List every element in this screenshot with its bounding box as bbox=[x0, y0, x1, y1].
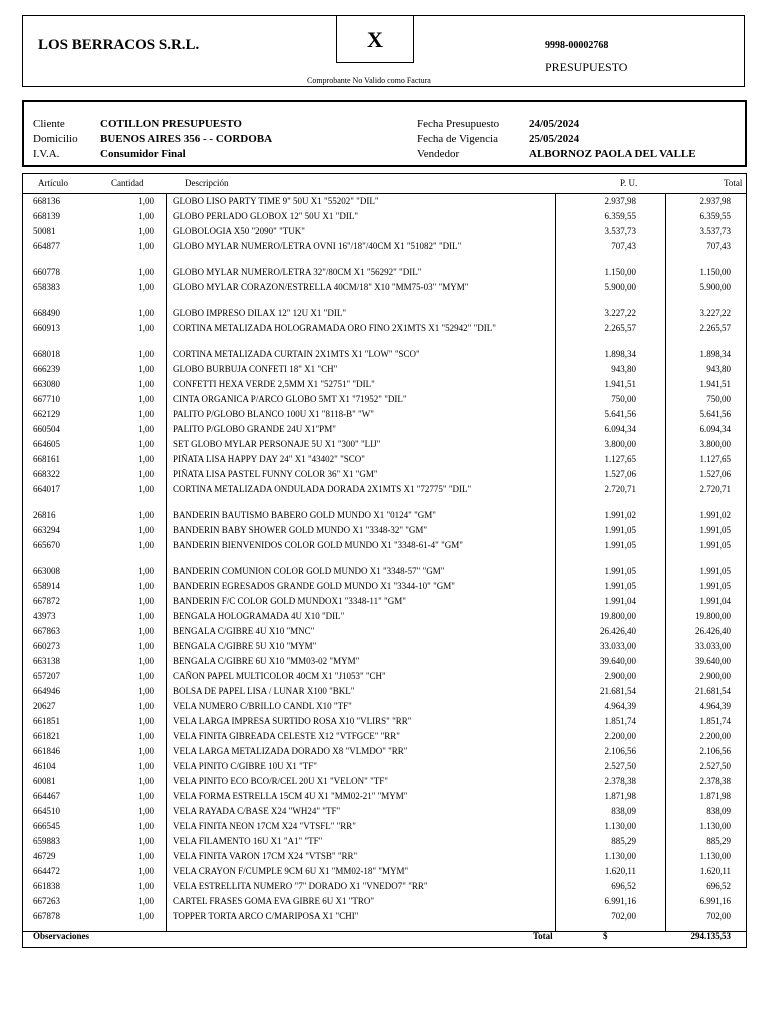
cell-pu: 26.426,40 bbox=[600, 626, 636, 636]
date-value: 24/05/2024 bbox=[529, 118, 580, 130]
cell-total: 943,80 bbox=[706, 364, 731, 374]
cell-descripcion: BANDERIN BIENVENIDOS COLOR GOLD MUNDO X1 "3348-61-4" "GM" bbox=[173, 540, 463, 550]
cell-articulo: 667263 bbox=[33, 896, 60, 906]
cell-descripcion: PIÑATA LISA PASTEL FUNNY COLOR 36" X1 "GM" bbox=[173, 469, 378, 479]
cell-articulo: 664946 bbox=[33, 686, 60, 696]
company-name: LOS BERRACOS S.R.L. bbox=[38, 37, 200, 53]
cell-descripcion: VELA FINITA NEON 17CM X24 "VTSFL" "RR" bbox=[173, 821, 356, 831]
cell-cantidad: 1,00 bbox=[138, 566, 154, 576]
cell-cantidad: 1,00 bbox=[138, 821, 154, 831]
cell-pu: 1.150,00 bbox=[604, 267, 636, 277]
cell-pu: 1.991,05 bbox=[604, 581, 636, 591]
cell-total: 4.964,39 bbox=[699, 701, 731, 711]
cell-pu: 696,52 bbox=[611, 881, 636, 891]
cell-articulo: 46729 bbox=[33, 851, 56, 861]
cell-cantidad: 1,00 bbox=[138, 911, 154, 921]
col-divider bbox=[166, 194, 167, 932]
client-label: Cliente bbox=[33, 118, 65, 130]
cell-total: 2.106,56 bbox=[699, 746, 731, 756]
date-label: Fecha Presupuesto bbox=[417, 118, 500, 130]
cell-cantidad: 1,00 bbox=[138, 267, 154, 277]
cell-pu: 6.094,34 bbox=[604, 424, 636, 434]
cell-descripcion: GLOBO PERLADO GLOBOX 12" 50U X1 "DIL" bbox=[173, 211, 359, 221]
cell-pu: 6.991,16 bbox=[604, 896, 636, 906]
cell-articulo: 664605 bbox=[33, 439, 60, 449]
cell-descripcion: PALITO P/GLOBO GRANDE 24U X1"PM" bbox=[173, 424, 336, 434]
cell-pu: 1.851,74 bbox=[604, 716, 636, 726]
cell-cantidad: 1,00 bbox=[138, 716, 154, 726]
cell-descripcion: CARTEL FRASES GOMA EVA GIBRE 6U X1 "TRO" bbox=[173, 896, 375, 906]
cell-total: 885,29 bbox=[706, 836, 731, 846]
cell-descripcion: GLOBO MYLAR CORAZON/ESTRELLA 40CM/18" X10 "MM75-03" "MYM" bbox=[173, 282, 469, 292]
cell-cantidad: 1,00 bbox=[138, 424, 154, 434]
cell-articulo: 50081 bbox=[33, 226, 56, 236]
cell-descripcion: BENGALA C/GIBRE 4U X10 "MNC" bbox=[173, 626, 315, 636]
cell-total: 6.991,16 bbox=[699, 896, 731, 906]
cell-cantidad: 1,00 bbox=[138, 851, 154, 861]
cell-articulo: 662129 bbox=[33, 409, 60, 419]
validity-label: Fecha de Vigencia bbox=[417, 133, 498, 145]
cell-descripcion: VELA FINITA GIBREADA CELESTE X12 "VTFGCE" "RR" bbox=[173, 731, 400, 741]
cell-descripcion: GLOBO LISO PARTY TIME 9" 50U X1 "55202" "DIL" bbox=[173, 196, 379, 206]
cell-descripcion: CORTINA METALIZADA ONDULADA DORADA 2X1MTS X1 "72775" "DIL" bbox=[173, 484, 472, 494]
cell-articulo: 664472 bbox=[33, 866, 60, 876]
cell-total: 2.900,00 bbox=[699, 671, 731, 681]
cell-articulo: 664510 bbox=[33, 806, 60, 816]
cell-cantidad: 1,00 bbox=[138, 791, 154, 801]
cell-cantidad: 1,00 bbox=[138, 746, 154, 756]
cell-cantidad: 1,00 bbox=[138, 596, 154, 606]
cell-pu: 1.991,05 bbox=[604, 540, 636, 550]
cell-pu: 4.964,39 bbox=[604, 701, 636, 711]
cell-articulo: 43973 bbox=[33, 611, 56, 621]
items-table bbox=[22, 173, 747, 948]
cell-total: 6.359,55 bbox=[699, 211, 731, 221]
observations-label: Observaciones bbox=[33, 931, 89, 941]
grand-total: 294.135,53 bbox=[690, 931, 731, 941]
cell-cantidad: 1,00 bbox=[138, 308, 154, 318]
currency-symbol: $ bbox=[603, 931, 608, 941]
cell-pu: 838,09 bbox=[611, 806, 636, 816]
cell-cantidad: 1,00 bbox=[138, 226, 154, 236]
cell-cantidad: 1,00 bbox=[138, 806, 154, 816]
cell-descripcion: VELA NUMERO C/BRILLO CANDL X10 "TF" bbox=[173, 701, 352, 711]
cell-descripcion: GLOBO MYLAR NUMERO/LETRA OVNI 16"/18"/40CM X1 "51082" "DIL" bbox=[173, 241, 462, 251]
cell-total: 33.033,00 bbox=[695, 641, 731, 651]
cell-descripcion: CINTA ORGANICA P/ARCO GLOBO 5MT X1 "71952" "DIL" bbox=[173, 394, 407, 404]
cell-articulo: 660778 bbox=[33, 267, 60, 277]
cell-cantidad: 1,00 bbox=[138, 761, 154, 771]
cell-descripcion: BANDERIN EGRESADOS GRANDE GOLD MUNDO X1 "3344-10" "GM" bbox=[173, 581, 455, 591]
footer-divider bbox=[23, 931, 746, 932]
cell-cantidad: 1,00 bbox=[138, 484, 154, 494]
cell-pu: 702,00 bbox=[611, 911, 636, 921]
cell-cantidad: 1,00 bbox=[138, 626, 154, 636]
cell-descripcion: VELA ESTRELLITA NUMERO "7" DORADO X1 "VNEDO7" "RR" bbox=[173, 881, 428, 891]
cell-cantidad: 1,00 bbox=[138, 540, 154, 550]
cell-pu: 1.991,02 bbox=[604, 510, 636, 520]
header-articulo: Artículo bbox=[38, 178, 68, 188]
cell-pu: 2.527,50 bbox=[604, 761, 636, 771]
cell-articulo: 664467 bbox=[33, 791, 60, 801]
cell-pu: 943,80 bbox=[611, 364, 636, 374]
cell-pu: 19.800,00 bbox=[600, 611, 636, 621]
cell-descripcion: CONFETTI HEXA VERDE 2,5MM X1 "52751" "DIL" bbox=[173, 379, 375, 389]
cell-total: 3.800,00 bbox=[699, 439, 731, 449]
seller-value: ALBORNOZ PAOLA DEL VALLE bbox=[529, 148, 696, 160]
cell-cantidad: 1,00 bbox=[138, 641, 154, 651]
cell-descripcion: BANDERIN F/C COLOR GOLD MUNDOX1 "3348-11" "GM" bbox=[173, 596, 406, 606]
cell-articulo: 60081 bbox=[33, 776, 56, 786]
document-header bbox=[22, 15, 745, 87]
cell-descripcion: VELA FINITA VARON 17CM X24 "VTSB" "RR" bbox=[173, 851, 358, 861]
cell-pu: 21.681,54 bbox=[600, 686, 636, 696]
cell-descripcion: VELA PINITO ECO BCO/R/CEL 20U X1 "VELON" "TF" bbox=[173, 776, 388, 786]
client-value: COTILLON PRESUPUESTO bbox=[100, 118, 242, 130]
cell-articulo: 658383 bbox=[33, 282, 60, 292]
cell-pu: 2.720,71 bbox=[604, 484, 636, 494]
cell-total: 1.991,05 bbox=[699, 540, 731, 550]
cell-total: 21.681,54 bbox=[695, 686, 731, 696]
cell-articulo: 660504 bbox=[33, 424, 60, 434]
cell-pu: 1.898,34 bbox=[604, 349, 636, 359]
cell-articulo: 663080 bbox=[33, 379, 60, 389]
cell-pu: 3.227,22 bbox=[604, 308, 636, 318]
iva-value: Consumidor Final bbox=[100, 148, 186, 160]
cell-articulo: 657207 bbox=[33, 671, 60, 681]
cell-cantidad: 1,00 bbox=[138, 881, 154, 891]
cell-descripcion: BANDERIN BAUTISMO BABERO GOLD MUNDO X1 "0124" "GM" bbox=[173, 510, 436, 520]
cell-total: 5.900,00 bbox=[699, 282, 731, 292]
cell-total: 1.851,74 bbox=[699, 716, 731, 726]
cell-total: 1.941,51 bbox=[699, 379, 731, 389]
cell-descripcion: PALITO P/GLOBO BLANCO 100U X1 "8118-B" "W" bbox=[173, 409, 374, 419]
header-cantidad: Cantidad bbox=[111, 178, 144, 188]
total-label: Total bbox=[533, 931, 553, 941]
cell-total: 838,09 bbox=[706, 806, 731, 816]
cell-pu: 3.800,00 bbox=[604, 439, 636, 449]
cell-cantidad: 1,00 bbox=[138, 701, 154, 711]
cell-cantidad: 1,00 bbox=[138, 469, 154, 479]
cell-total: 696,52 bbox=[706, 881, 731, 891]
cell-descripcion: VELA FORMA ESTRELLA 15CM 4U X1 "MM02-21" "MYM" bbox=[173, 791, 408, 801]
cell-articulo: 668136 bbox=[33, 196, 60, 206]
cell-cantidad: 1,00 bbox=[138, 323, 154, 333]
cell-descripcion: VELA CRAYON F/CUMPLE 9CM 6U X1 "MM02-18" "MYM" bbox=[173, 866, 409, 876]
cell-total: 1.871,98 bbox=[699, 791, 731, 801]
cell-articulo: 668322 bbox=[33, 469, 60, 479]
document-letter: X bbox=[336, 15, 414, 63]
cell-cantidad: 1,00 bbox=[138, 896, 154, 906]
validity-value: 25/05/2024 bbox=[529, 133, 580, 145]
cell-articulo: 668490 bbox=[33, 308, 60, 318]
cell-descripcion: VELA PINITO C/GIBRE 10U X1 "TF" bbox=[173, 761, 317, 771]
cell-articulo: 660913 bbox=[33, 323, 60, 333]
cell-total: 750,00 bbox=[706, 394, 731, 404]
cell-articulo: 663008 bbox=[33, 566, 60, 576]
cell-pu: 1.127,65 bbox=[604, 454, 636, 464]
cell-articulo: 661851 bbox=[33, 716, 60, 726]
cell-total: 1.991,05 bbox=[699, 525, 731, 535]
cell-cantidad: 1,00 bbox=[138, 671, 154, 681]
client-info bbox=[22, 100, 747, 167]
cell-pu: 1.527,06 bbox=[604, 469, 636, 479]
cell-articulo: 668139 bbox=[33, 211, 60, 221]
cell-total: 5.641,56 bbox=[699, 409, 731, 419]
cell-descripcion: VELA FILAMENTO 16U X1 "A1" "TF" bbox=[173, 836, 323, 846]
cell-articulo: 46104 bbox=[33, 761, 56, 771]
cell-cantidad: 1,00 bbox=[138, 241, 154, 251]
cell-descripcion: GLOBO IMPRESO DILAX 12" 12U X1 "DIL" bbox=[173, 308, 347, 318]
cell-pu: 2.200,00 bbox=[604, 731, 636, 741]
cell-total: 39.640,00 bbox=[695, 656, 731, 666]
iva-label: I.V.A. bbox=[33, 148, 60, 160]
cell-articulo: 660273 bbox=[33, 641, 60, 651]
header-pu: P. U. bbox=[620, 178, 638, 188]
cell-total: 1.991,04 bbox=[699, 596, 731, 606]
cell-total: 1.991,05 bbox=[699, 581, 731, 591]
cell-cantidad: 1,00 bbox=[138, 454, 154, 464]
cell-cantidad: 1,00 bbox=[138, 211, 154, 221]
cell-pu: 707,43 bbox=[611, 241, 636, 251]
cell-pu: 5.641,56 bbox=[604, 409, 636, 419]
cell-cantidad: 1,00 bbox=[138, 364, 154, 374]
cell-articulo: 667710 bbox=[33, 394, 60, 404]
cell-cantidad: 1,00 bbox=[138, 611, 154, 621]
cell-pu: 2.378,38 bbox=[604, 776, 636, 786]
cell-descripcion: TOPPER TORTA ARCO C/MARIPOSA X1 "CHI" bbox=[173, 911, 359, 921]
header-total: Total bbox=[724, 178, 743, 188]
cell-total: 1.127,65 bbox=[699, 454, 731, 464]
cell-descripcion: GLOBO BURBUJA CONFETI 18" X1 "CH" bbox=[173, 364, 338, 374]
header-divider bbox=[23, 193, 746, 194]
cell-pu: 1.991,05 bbox=[604, 525, 636, 535]
cell-pu: 3.537,73 bbox=[604, 226, 636, 236]
cell-articulo: 20627 bbox=[33, 701, 56, 711]
cell-articulo: 661838 bbox=[33, 881, 60, 891]
cell-cantidad: 1,00 bbox=[138, 379, 154, 389]
cell-pu: 2.106,56 bbox=[604, 746, 636, 756]
cell-cantidad: 1,00 bbox=[138, 196, 154, 206]
cell-articulo: 663138 bbox=[33, 656, 60, 666]
cell-descripcion: VELA LARGA IMPRESA SURTIDO ROSA X10 "VLIRS" "RR" bbox=[173, 716, 412, 726]
cell-cantidad: 1,00 bbox=[138, 686, 154, 696]
cell-cantidad: 1,00 bbox=[138, 409, 154, 419]
cell-pu: 1.620,11 bbox=[604, 866, 636, 876]
cell-descripcion: GLOBO MYLAR NUMERO/LETRA 32"/80CM X1 "56292" "DIL" bbox=[173, 267, 422, 277]
cell-articulo: 668018 bbox=[33, 349, 60, 359]
cell-descripcion: BENGALA C/GIBRE 6U X10 "MM03-02 "MYM" bbox=[173, 656, 360, 666]
cell-articulo: 667878 bbox=[33, 911, 60, 921]
cell-descripcion: CORTINA METALIZADA HOLOGRAMADA ORO FINO 2X1MTS X1 "52942" "DIL" bbox=[173, 323, 496, 333]
cell-pu: 5.900,00 bbox=[604, 282, 636, 292]
seller-label: Vendedor bbox=[417, 148, 460, 160]
cell-total: 26.426,40 bbox=[695, 626, 731, 636]
cell-articulo: 661846 bbox=[33, 746, 60, 756]
cell-pu: 1.991,05 bbox=[604, 566, 636, 576]
cell-descripcion: BENGALA C/GIBRE 5U X10 "MYM" bbox=[173, 641, 317, 651]
cell-descripcion: BOLSA DE PAPEL LISA / LUNAR X100 "BKL" bbox=[173, 686, 355, 696]
cell-total: 2.527,50 bbox=[699, 761, 731, 771]
cell-total: 2.937,98 bbox=[699, 196, 731, 206]
cell-pu: 1.130,00 bbox=[604, 821, 636, 831]
header-descripcion: Descripción bbox=[185, 178, 229, 188]
cell-articulo: 665670 bbox=[33, 540, 60, 550]
cell-descripcion: BANDERIN BABY SHOWER GOLD MUNDO X1 "3348-32" "GM" bbox=[173, 525, 428, 535]
cell-articulo: 663294 bbox=[33, 525, 60, 535]
cell-descripcion: CORTINA METALIZADA CURTAIN 2X1MTS X1 "LOW" "SCO" bbox=[173, 349, 420, 359]
col-divider bbox=[555, 194, 556, 932]
cell-total: 19.800,00 bbox=[695, 611, 731, 621]
cell-total: 1.130,00 bbox=[699, 821, 731, 831]
cell-pu: 6.359,55 bbox=[604, 211, 636, 221]
address-label: Domicilio bbox=[33, 133, 78, 145]
document-type: PRESUPUESTO bbox=[545, 60, 628, 74]
cell-total: 6.094,34 bbox=[699, 424, 731, 434]
cell-descripcion: VELA LARGA METALIZADA DORADO X8 "VLMDO" "RR" bbox=[173, 746, 408, 756]
invalid-invoice-note: Comprobante No Valido como Factura bbox=[307, 76, 431, 85]
cell-pu: 33.033,00 bbox=[600, 641, 636, 651]
cell-total: 2.720,71 bbox=[699, 484, 731, 494]
cell-pu: 885,29 bbox=[611, 836, 636, 846]
cell-total: 2.200,00 bbox=[699, 731, 731, 741]
cell-total: 1.527,06 bbox=[699, 469, 731, 479]
cell-total: 1.991,02 bbox=[699, 510, 731, 520]
cell-cantidad: 1,00 bbox=[138, 656, 154, 666]
cell-pu: 1.941,51 bbox=[604, 379, 636, 389]
cell-total: 707,43 bbox=[706, 241, 731, 251]
cell-total: 3.537,73 bbox=[699, 226, 731, 236]
cell-cantidad: 1,00 bbox=[138, 731, 154, 741]
cell-total: 1.898,34 bbox=[699, 349, 731, 359]
cell-cantidad: 1,00 bbox=[138, 349, 154, 359]
cell-cantidad: 1,00 bbox=[138, 525, 154, 535]
cell-total: 1.130,00 bbox=[699, 851, 731, 861]
cell-total: 702,00 bbox=[706, 911, 731, 921]
document-number: 9998-00002768 bbox=[545, 40, 609, 51]
cell-articulo: 667872 bbox=[33, 596, 60, 606]
cell-descripcion: SET GLOBO MYLAR PERSONAJE 5U X1 "300" "LIJ" bbox=[173, 439, 381, 449]
cell-articulo: 666545 bbox=[33, 821, 60, 831]
cell-descripcion: PIÑATA LISA HAPPY DAY 24" X1 "43402" "SCO" bbox=[173, 454, 365, 464]
address-value: BUENOS AIRES 356 - - CORDOBA bbox=[100, 133, 273, 145]
cell-cantidad: 1,00 bbox=[138, 439, 154, 449]
cell-pu: 2.265,57 bbox=[604, 323, 636, 333]
cell-pu: 39.640,00 bbox=[600, 656, 636, 666]
cell-total: 1.991,05 bbox=[699, 566, 731, 576]
cell-cantidad: 1,00 bbox=[138, 394, 154, 404]
cell-total: 1.150,00 bbox=[699, 267, 731, 277]
cell-articulo: 664017 bbox=[33, 484, 60, 494]
cell-cantidad: 1,00 bbox=[138, 581, 154, 591]
cell-pu: 2.937,98 bbox=[604, 196, 636, 206]
cell-articulo: 664877 bbox=[33, 241, 60, 251]
cell-cantidad: 1,00 bbox=[138, 866, 154, 876]
cell-articulo: 667863 bbox=[33, 626, 60, 636]
cell-total: 2.265,57 bbox=[699, 323, 731, 333]
cell-articulo: 658914 bbox=[33, 581, 60, 591]
cell-total: 2.378,38 bbox=[699, 776, 731, 786]
cell-descripcion: VELA RAYADA C/BASE X24 "WH24" "TF" bbox=[173, 806, 341, 816]
cell-articulo: 659883 bbox=[33, 836, 60, 846]
cell-descripcion: BANDERIN COMUNION COLOR GOLD MUNDO X1 "3348-57" "GM" bbox=[173, 566, 445, 576]
cell-articulo: 668161 bbox=[33, 454, 60, 464]
cell-cantidad: 1,00 bbox=[138, 510, 154, 520]
cell-cantidad: 1,00 bbox=[138, 836, 154, 846]
cell-articulo: 666239 bbox=[33, 364, 60, 374]
cell-total: 1.620,11 bbox=[699, 866, 731, 876]
cell-pu: 750,00 bbox=[611, 394, 636, 404]
cell-descripcion: GLOBOLOGIA X50 "2090" "TUK" bbox=[173, 226, 305, 236]
cell-cantidad: 1,00 bbox=[138, 282, 154, 292]
cell-articulo: 26816 bbox=[33, 510, 56, 520]
cell-pu: 1.130,00 bbox=[604, 851, 636, 861]
cell-total: 3.227,22 bbox=[699, 308, 731, 318]
cell-articulo: 661821 bbox=[33, 731, 60, 741]
cell-cantidad: 1,00 bbox=[138, 776, 154, 786]
cell-descripcion: CAÑON PAPEL MULTICOLOR 40CM X1 "J1053" "CH" bbox=[173, 671, 386, 681]
cell-descripcion: BENGALA HOLOGRAMADA 4U X10 "DIL" bbox=[173, 611, 345, 621]
cell-pu: 1.991,04 bbox=[604, 596, 636, 606]
cell-pu: 1.871,98 bbox=[604, 791, 636, 801]
cell-pu: 2.900,00 bbox=[604, 671, 636, 681]
